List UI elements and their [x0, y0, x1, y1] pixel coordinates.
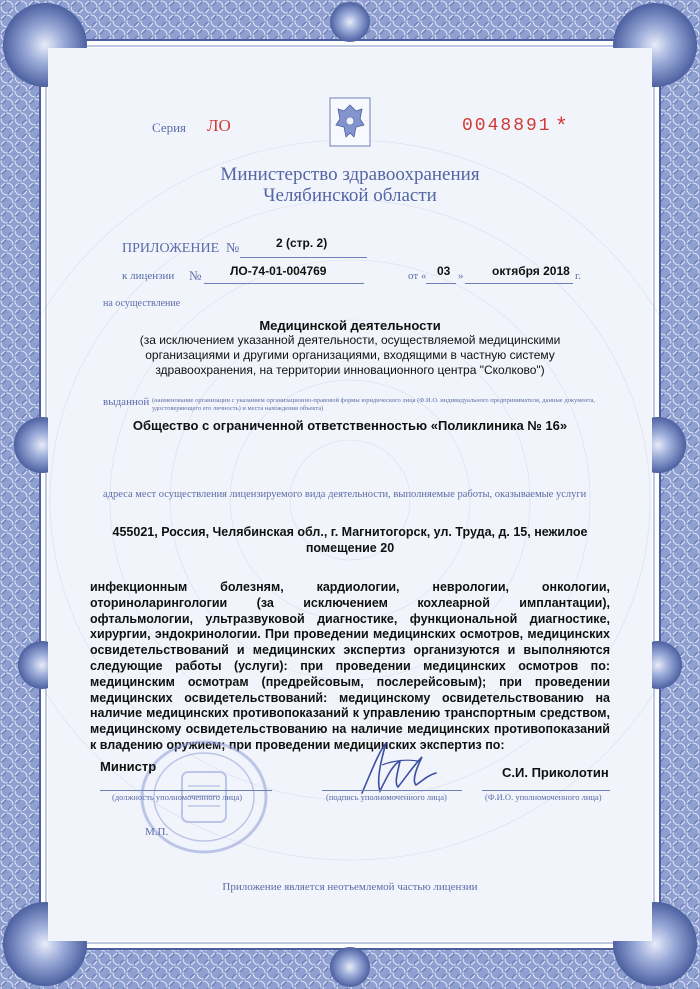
services-text: инфекционным болезням, кардиологии, неврологии, онкологии, оториноларингологии (за исключением кохлеарной имплантации), офтальмологии, ультразвуковой диагностике, функциональной диагностике, хирургии, эндокринологии. При проведении медицинских осмотров, медицинских освидетельствований и медицинских экспертиз организуются и выполняются следующие работы (услуги): при проведении медицинских осмотров по: медицинским осмотрам (предрейсовым, послерейсовым); при проведении медицинских освидетельствований: медицинскому освидетельствованию на наличие медицинских противопоказаний к управлению транспортным средством, медицинскому освидетельствованию на наличие медицинских противопоказаний к владению оружием; при проведении медицинских экспертиз по:	[90, 580, 610, 752]
appendix-label: ПРИЛОЖЕНИЕ	[122, 241, 220, 256]
red-star-mark: *	[557, 112, 566, 137]
coat-of-arms-icon	[329, 97, 371, 147]
name-line	[482, 790, 610, 791]
activity-description: (за исключением указанной деятельности, осуществляемой медицинскими организациями и другими организациями, входящими в частную систему здравоохранения, на территории инновационного центра "Сколково")	[139, 333, 561, 377]
license-month-year-value: октября 2018	[492, 264, 570, 278]
appendix-number-line	[240, 257, 367, 258]
issued-note: (наименование организации с указанием организационно-правовой формы юридического лица (Ф.И.О. индивидуального предпринимателя, данные документа, удостоверяющего его личность) и места нахождения объекта)	[152, 397, 596, 412]
license-quote-close: »	[458, 270, 464, 282]
license-day-value: 03	[437, 264, 451, 278]
series-label: Серия	[152, 120, 187, 135]
appendix-number-value: 2 (стр. 2)	[276, 236, 328, 250]
license-day-line	[426, 283, 456, 284]
position-line	[100, 790, 272, 791]
ministry-name-line2: Челябинской области	[263, 185, 437, 206]
signature-caption: (подпись уполномоченного лица)	[326, 792, 447, 802]
stamp-place-label: М.П.	[145, 826, 169, 838]
appendix-number-sign: №	[226, 241, 240, 256]
activity-address: 455021, Россия, Челябинская обл., г. Магнитогорск, ул. Труда, д. 15, нежилое помещение 20	[112, 525, 588, 555]
license-date-from-label: от «	[408, 270, 427, 282]
footer-note: Приложение является неотъемлемой частью лицензии	[222, 881, 478, 893]
position-caption: (должность уполномоченного лица)	[112, 792, 243, 802]
signatory-name: С.И. Приколотин	[502, 765, 609, 780]
license-year-suffix: г.	[575, 270, 582, 282]
series-value: ЛО	[207, 116, 231, 135]
issued-label: выданной	[103, 396, 150, 408]
activity-title: Медицинской деятельности	[259, 318, 441, 333]
ministry-name-line1: Министерство здравоохранения	[220, 164, 480, 185]
license-number: 0048891	[462, 116, 552, 136]
signatory-position: Министр	[100, 759, 157, 774]
signature-line	[322, 790, 462, 791]
activity-label: на осуществление	[103, 298, 181, 309]
name-caption: (Ф.И.О. уполномоченного лица)	[485, 792, 602, 802]
license-number-value: ЛО-74-01-004769	[230, 264, 327, 278]
addresses-label: адреса мест осуществления лицензируемого вида деятельности, выполняемые работы, оказываемые услуги	[103, 489, 587, 500]
license-number-line	[204, 283, 364, 284]
organization-name: Общество с ограниченной ответственностью «Поликлиника № 16»	[132, 418, 568, 433]
license-label: к лицензии	[122, 270, 175, 282]
license-month-line	[465, 283, 573, 284]
license-number-sign: №	[189, 268, 202, 283]
